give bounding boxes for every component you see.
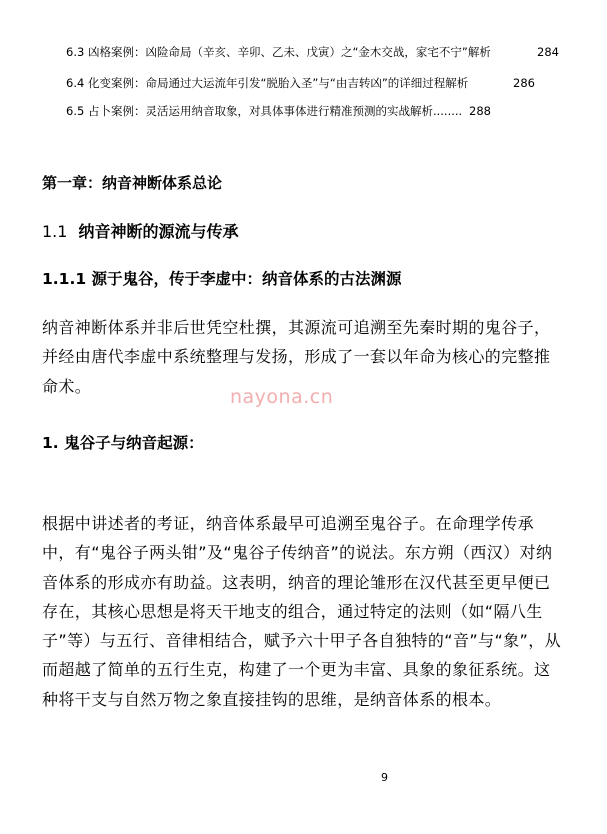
section-title bbox=[42, 219, 239, 242]
section-text: 纳音神断的源流与传承 bbox=[78, 222, 239, 241]
toc-line-6-3 bbox=[66, 44, 559, 60]
paragraph-guiguzi: 根据中讲述者的考证，纳音体系最早可追溯至鬼谷子。在命理学传承中，有“鬼谷子两头钳”及“鬼谷子传纳音”的说法。东方朔（西汉）对纳音体系的形成亦有助益。这表明，纳音的理论雏形在汉代甚至更早便已存在，其核心思想是将天干地支的组合，通过特定的法则（如“隔八生子”等）与五行、音律相结合，赋予六十甲子各自独特的“音”与“象”，从而超越了简单的五行生克，构建了一个更为丰富、具象的象征系统。这种将干支与自然万物之象直接挂钩的思维，是纳音体系的根本。 bbox=[42, 514, 562, 709]
watermark: nayona.cn bbox=[230, 386, 334, 408]
toc-page: 286 bbox=[513, 76, 535, 90]
paragraph-intro: 纳音神断体系并非后世凭空杜撰，其源流可追溯至先秦时期的鬼谷子，并经由唐代李虚中系统整理与发扬，形成了一套以年命为核心的完整推命术。 bbox=[42, 318, 551, 396]
page-number: 9 bbox=[381, 771, 388, 784]
toc-page: 284 bbox=[537, 45, 559, 59]
item-heading: 1. 鬼谷子与纳音起源： bbox=[42, 434, 204, 452]
toc-line-6-4 bbox=[66, 75, 535, 91]
subsection-title: 1.1.1 源于鬼谷，传于李虚中：纳音体系的古法渊源 bbox=[42, 270, 402, 288]
toc-text: 6.4 化变案例：命局通过大运流年引发“脱胎入圣”与“由吉转凶”的详细过程解析 bbox=[66, 76, 469, 90]
toc-text: 6.5 占卜案例：灵活运用纳音取象，对具体事体进行精准预测的实战解析........ bbox=[66, 104, 463, 118]
toc-text: 6.3 凶格案例：凶险命局（辛亥、辛卯、乙未、戊寅）之“金木交战，家宅不宁”解析 bbox=[66, 45, 491, 59]
toc-page: 288 bbox=[469, 104, 491, 118]
section-number: 1.1 bbox=[42, 222, 68, 241]
toc-line-6-5 bbox=[66, 103, 491, 119]
chapter-title: 第一章：纳音神断体系总论 bbox=[42, 174, 223, 192]
